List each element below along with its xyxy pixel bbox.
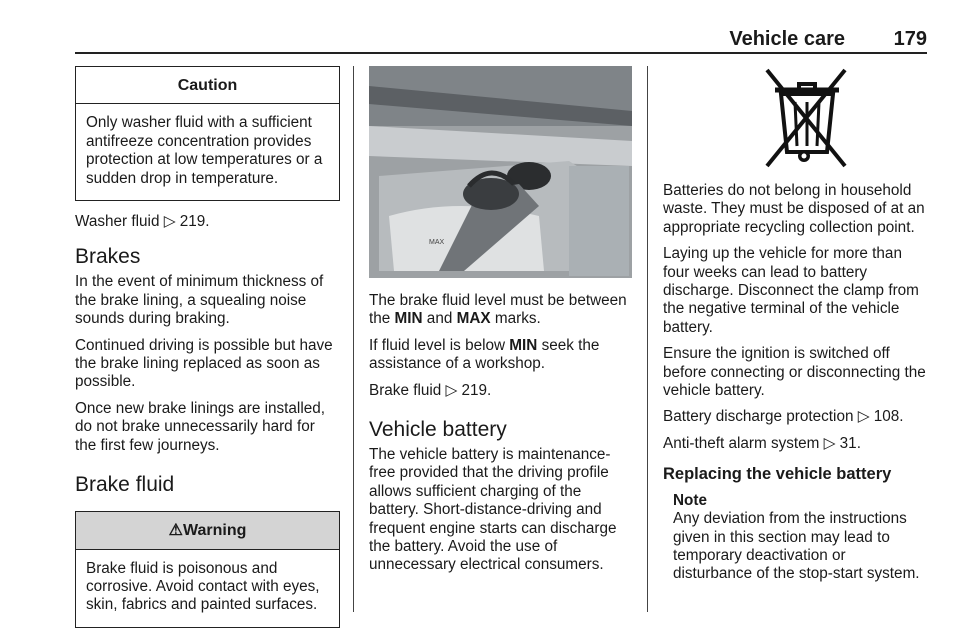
caution-box — [75, 66, 340, 201]
replacing-battery-heading: Replacing the vehicle battery — [663, 465, 892, 484]
brakes-paragraph: Continued driving is possible but have the brake lining replaced as soon as possible. — [75, 336, 333, 391]
crossed-bin-icon — [663, 66, 926, 172]
battery-ignition-text: Ensure the ignition is switched off before connecting or disconnecting the vehicle battery. — [663, 345, 926, 400]
vehicle-battery-heading: Vehicle battery — [369, 418, 507, 442]
page-header — [75, 28, 927, 54]
warning-box — [75, 511, 340, 628]
section-title: Vehicle care — [729, 28, 845, 50]
note-block — [663, 492, 928, 584]
warning-icon: ⚠ — [168, 522, 183, 540]
warning-title: ⚠Warning — [76, 512, 339, 549]
battery-discharge-ref: Battery discharge protection ▷ 108. — [663, 408, 904, 426]
caution-title: Caution — [76, 67, 339, 104]
brakes-heading: Brakes — [75, 245, 141, 269]
brakes-paragraph: Once new brake linings are installed, do not brake unnecessarily hard for the first few journeys. — [75, 399, 325, 454]
brake-fluid-ref: Brake fluid ▷ 219. — [369, 381, 492, 399]
brake-fluid-reservoir-photo — [369, 66, 632, 278]
brakes-paragraph: In the event of minimum thickness of the brake lining, a squealing noise sounds during braking. — [75, 273, 324, 328]
battery-layup-text: Laying up the vehicle for more than four weeks can lead to battery discharge. Disconnect the clamp from the negative terminal of the vehicle battery. — [663, 245, 919, 336]
note-label: Note — [673, 491, 707, 509]
battery-disposal-text: Batteries do not belong in household waste. They must be disposed of at an appropriate recycling collection point. — [663, 182, 925, 236]
brake-fluid-workshop-text: If fluid level is below MIN seek the assistance of a workshop. — [369, 336, 600, 373]
column-left — [75, 66, 340, 628]
brake-fluid-heading: Brake fluid — [75, 473, 175, 497]
page-number: 179 — [893, 28, 927, 50]
column-right — [663, 66, 928, 584]
warning-text: Brake fluid is poisonous and corrosive. Avoid contact with eyes, skin, fabrics and painted surfaces. — [86, 559, 320, 614]
brake-fluid-level-text: The brake fluid level must be between the MIN and MAX marks. — [369, 292, 627, 328]
column-middle — [369, 66, 632, 583]
anti-theft-ref: Anti-theft alarm system ▷ 31. — [663, 434, 861, 452]
column-divider — [647, 66, 648, 612]
column-divider — [353, 66, 354, 612]
reservoir-max-mark: MAX — [429, 239, 445, 246]
battery-paragraph: The vehicle battery is maintenance-free provided that the driving profile allows sufficient charging of the battery. Short-distance-driving and frequent engine starts can discharge the battery. Avoid the use of unnecessary electrical consumers. — [369, 446, 617, 574]
caution-text: Only washer fluid with a sufficient antifreeze concentration provides protection at low temperatures or a sudden drop in temperature. — [86, 114, 323, 187]
note-text: Any deviation from the instructions given in this section may lead to temporary deactivation or disturbance of the stop-start system. — [673, 510, 920, 583]
washer-fluid-ref: Washer fluid ▷ 219. — [75, 213, 210, 231]
